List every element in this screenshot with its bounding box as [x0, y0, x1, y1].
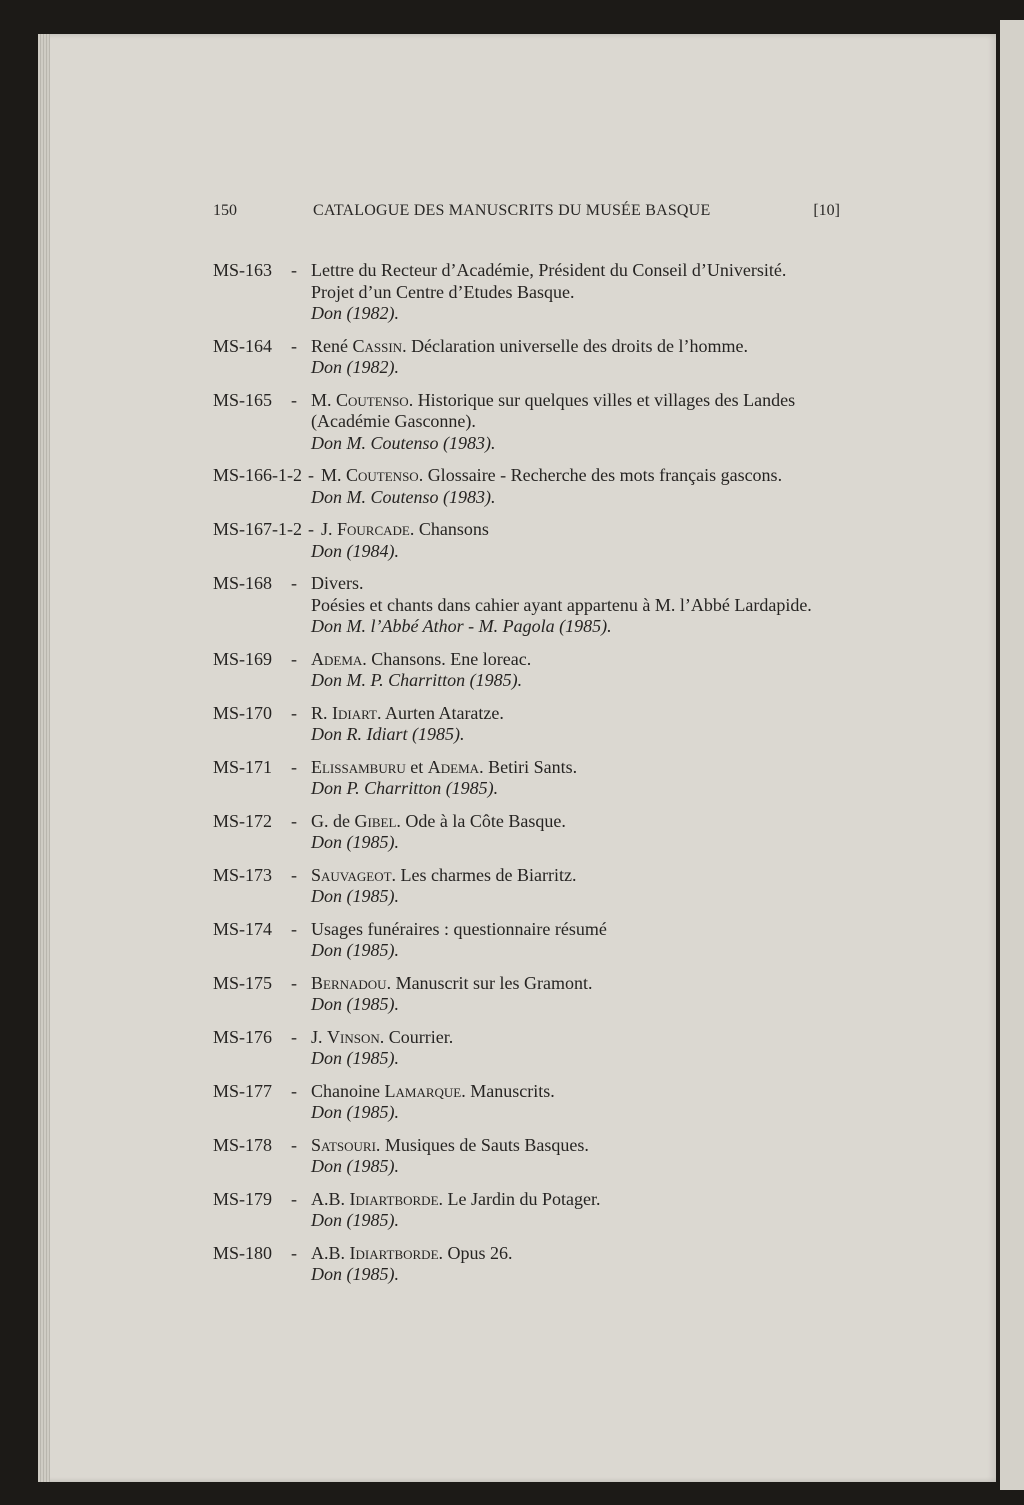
description-line [311, 1081, 851, 1103]
description-text: J. [311, 1026, 328, 1047]
manuscript-id: MS-170 [213, 702, 273, 723]
entry-heading [213, 390, 297, 412]
description-text: Divers. [311, 573, 364, 593]
description-text: . Les charmes de Biarritz. [391, 864, 577, 885]
description-text: . Manuscrits. [461, 1080, 555, 1101]
description-line [311, 649, 851, 671]
catalogue-entry [0, 1189, 1024, 1232]
author-name: Elissamburu [311, 756, 406, 777]
donation-note: Don M. Coutenso (1983). [311, 432, 496, 453]
description-text: . Ode à la Côte Basque. [396, 810, 566, 831]
manuscript-id: MS-177 [213, 1080, 273, 1101]
author-name: Adema [311, 648, 363, 669]
description-text: . Opus 26. [438, 1242, 513, 1263]
description-text: G. de [311, 810, 355, 831]
catalogue-entry [0, 973, 1024, 1016]
entry-dash: - [291, 702, 297, 723]
entry-description [311, 519, 851, 562]
description-line [311, 703, 851, 725]
author-name: Vinson [327, 1026, 380, 1047]
entry-description [311, 390, 851, 455]
description-text: Chanoine [311, 1080, 385, 1101]
description-text: René [311, 335, 353, 356]
entry-heading [213, 919, 297, 941]
donation-note: Don (1985). [311, 886, 399, 906]
entry-description [311, 811, 851, 854]
donation-note: Don (1985). [311, 1048, 399, 1068]
entry-dash: - [308, 465, 314, 485]
author-name: Idiart [332, 702, 377, 723]
author-name: Gibel [354, 810, 397, 831]
description-text: . Glossaire - Recherche des mots français gascons. [418, 465, 783, 485]
manuscript-id: MS-164 [213, 335, 273, 356]
manuscript-id: MS-172 [213, 810, 273, 831]
donation-note: Don (1982). [311, 357, 399, 377]
description-text: Poésies et chants dans cahier ayant appartenu à M. l’Abbé Lardapide. [311, 594, 812, 615]
description-text: Lettre du Recteur d’Académie, Président du Conseil d’Université. [311, 260, 787, 280]
description-text: . Le Jardin du Potager. [438, 1188, 601, 1209]
manuscript-id: MS-165 [213, 389, 273, 410]
donation-note: Don P. Charritton (1985). [311, 778, 499, 798]
author-name: Satsouri [311, 1134, 376, 1155]
catalogue-entry [0, 465, 1024, 508]
section-number: [10] [813, 202, 840, 219]
entry-heading [213, 757, 297, 779]
donation-note: Don (1985). [311, 994, 399, 1014]
manuscript-id: MS-163 [213, 260, 273, 280]
donation-note: Don (1982). [311, 303, 399, 323]
catalogue-entry [0, 811, 1024, 854]
manuscript-id: MS-175 [213, 972, 273, 993]
manuscript-catalogue-list [0, 260, 1024, 1297]
entry-dash: - [308, 519, 314, 539]
entry-dash: - [291, 918, 297, 939]
description-line [311, 573, 851, 595]
manuscript-id: MS-179 [213, 1188, 273, 1209]
description-text: M. [321, 465, 347, 485]
entry-heading [213, 811, 297, 833]
catalogue-entry [0, 919, 1024, 962]
description-line [311, 1189, 851, 1211]
author-name: Bernadou [311, 972, 387, 993]
donation-note: Don (1985). [311, 1210, 399, 1230]
entry-dash: - [291, 648, 297, 669]
description-text: M. [311, 389, 337, 410]
description-line [311, 757, 851, 779]
entry-description [311, 865, 851, 908]
entry-description [311, 336, 851, 379]
entry-dash: - [291, 864, 297, 885]
author-name: Cassin [352, 335, 403, 356]
description-text: . Déclaration universelle des droits de l’homme. [402, 335, 748, 356]
manuscript-id: MS-169 [213, 648, 273, 669]
description-text: . Aurten Ataratze. [376, 702, 504, 723]
entry-description [311, 1081, 851, 1124]
entry-heading [213, 336, 297, 358]
manuscript-id: MS-173 [213, 864, 273, 885]
catalogue-entry [0, 1081, 1024, 1124]
catalogue-entry [0, 1135, 1024, 1178]
page-number: 150 [213, 202, 237, 219]
catalogue-entry [0, 757, 1024, 800]
donation-note: Don (1985). [311, 940, 399, 960]
description-text: . Manuscrit sur les Gramont. [386, 972, 593, 993]
catalogue-entry [0, 865, 1024, 908]
entry-heading [213, 465, 314, 487]
description-text: . Chansons. Ene loreac. [362, 648, 532, 669]
entry-dash: - [291, 260, 297, 280]
entry-heading [213, 1081, 297, 1103]
running-header [213, 202, 840, 224]
donation-note: Don (1985). [311, 1102, 399, 1122]
manuscript-id: MS-167-1-2 [213, 519, 302, 539]
description-text: R. [311, 702, 333, 723]
entry-heading [213, 703, 297, 725]
manuscript-id: MS-166-1-2 [213, 465, 302, 485]
entry-dash: - [291, 1134, 297, 1155]
manuscript-id: MS-174 [213, 918, 273, 939]
description-text: . Musiques de Sauts Basques. [375, 1134, 589, 1155]
author-name: Fourcade [337, 519, 410, 539]
entry-dash: - [291, 756, 297, 777]
entry-description [311, 573, 851, 638]
author-name: Adema [427, 756, 480, 777]
catalogue-entry [0, 703, 1024, 746]
entry-description [311, 260, 851, 325]
catalogue-entry [0, 1243, 1024, 1286]
description-text: J. [321, 519, 338, 539]
donation-note: Don M. P. Charritton (1985). [311, 670, 523, 690]
author-name: Idiartborde [349, 1242, 439, 1263]
description-line [311, 1243, 851, 1265]
entry-heading [213, 649, 297, 671]
entry-dash: - [291, 573, 297, 593]
catalogue-entry [0, 260, 1024, 325]
catalogue-entry [0, 573, 1024, 638]
donation-note: Don (1985). [311, 1156, 399, 1176]
manuscript-id: MS-171 [213, 756, 273, 777]
entry-dash: - [291, 1188, 297, 1209]
description-line [311, 595, 851, 617]
description-line [311, 411, 851, 433]
author-name: Coutenso [346, 465, 419, 485]
entry-description [311, 703, 851, 746]
description-text: Projet d’un Centre d’Etudes Basque. [311, 281, 575, 302]
donation-note: Don M. Coutenso (1983). [311, 486, 496, 507]
entry-heading [213, 973, 297, 995]
catalogue-entry [0, 519, 1024, 562]
entry-description [311, 649, 851, 692]
description-text: A.B. [311, 1188, 350, 1209]
description-text: (Académie Gasconne). [311, 411, 476, 431]
description-line [311, 465, 851, 487]
entry-heading [213, 260, 297, 282]
description-text: . Chansons [409, 519, 489, 539]
entry-dash: - [291, 972, 297, 993]
entry-description [311, 1189, 851, 1232]
entry-heading [213, 865, 297, 887]
description-line [311, 390, 851, 412]
donation-note: Don (1984). [311, 540, 399, 561]
description-line [311, 260, 851, 282]
entry-dash: - [291, 810, 297, 831]
entry-description [311, 973, 851, 1016]
manuscript-id: MS-168 [213, 573, 273, 593]
donation-note: Don (1985). [311, 1264, 399, 1284]
description-text: . Historique sur quelques villes et villages des Landes [408, 389, 796, 410]
donation-note: Don R. Idiart (1985). [311, 724, 465, 744]
manuscript-id: MS-176 [213, 1026, 273, 1047]
author-name: Idiartborde [349, 1188, 439, 1209]
entry-heading [213, 1189, 297, 1211]
description-line [311, 1135, 851, 1157]
description-line [311, 336, 851, 358]
description-text: A.B. [311, 1242, 350, 1263]
description-line [311, 973, 851, 995]
entry-description [311, 919, 851, 962]
description-line [311, 865, 851, 887]
description-line [311, 1027, 851, 1049]
donation-note: Don (1985). [311, 832, 399, 852]
entry-description [311, 1243, 851, 1286]
entry-dash: - [291, 1242, 297, 1263]
entry-description [311, 465, 851, 508]
description-text: . Betiri Sants. [479, 756, 578, 777]
entry-heading [213, 1027, 297, 1049]
description-line [311, 519, 851, 541]
catalogue-entry [0, 336, 1024, 379]
description-text: et [405, 756, 428, 777]
running-title: CATALOGUE DES MANUSCRITS DU MUSÉE BASQUE [313, 202, 711, 219]
manuscript-id: MS-180 [213, 1242, 273, 1263]
author-name: Coutenso [336, 389, 409, 410]
entry-dash: - [291, 1026, 297, 1047]
description-line [311, 811, 851, 833]
donation-note: Don M. l’Abbé Athor - M. Pagola (1985). [311, 616, 612, 636]
entry-heading [213, 1135, 297, 1157]
catalogue-entry [0, 1027, 1024, 1070]
entry-description [311, 757, 851, 800]
manuscript-id: MS-178 [213, 1134, 273, 1155]
description-line [311, 282, 851, 304]
catalogue-entry [0, 390, 1024, 455]
description-text: Usages funéraires : questionnaire résumé [311, 918, 607, 939]
entry-description [311, 1027, 851, 1070]
catalogue-entry [0, 649, 1024, 692]
author-name: Sauvageot [311, 864, 392, 885]
description-text: . Courrier. [379, 1026, 454, 1047]
entry-heading [213, 1243, 297, 1265]
entry-dash: - [291, 1080, 297, 1101]
entry-description [311, 1135, 851, 1178]
entry-heading [213, 519, 314, 541]
entry-heading [213, 573, 297, 595]
author-name: Lamarque [384, 1080, 462, 1101]
description-line [311, 919, 851, 941]
entry-dash: - [291, 335, 297, 356]
entry-dash: - [291, 389, 297, 410]
